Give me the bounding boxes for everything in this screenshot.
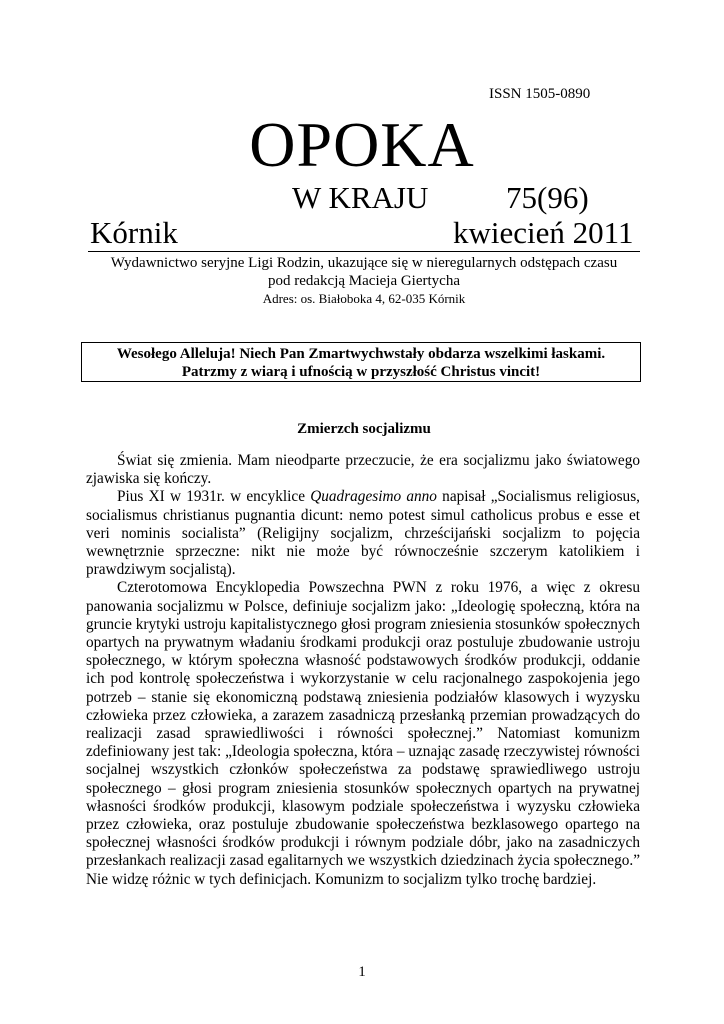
paragraph-2: [86, 488, 640, 579]
editor-line: pod redakcją Macieja Giertycha: [268, 273, 460, 289]
publisher-description: Wydawnictwo seryjne Ligi Rodzin, ukazujące się w nieregularnych odstępach czasu: [110, 255, 618, 271]
address-line: Adres: os. Białoboka 4, 62-035 Kórnik: [262, 291, 466, 306]
article-body: [86, 452, 640, 889]
easter-greeting-box: [81, 342, 641, 382]
publication-subtitle: W KRAJU: [292, 180, 429, 215]
greeting-line-1: Wesołego Alleluja! Niech Pan Zmartwychwstały obdarza wszelkimi łaskami.: [116, 346, 606, 362]
paragraph-1: Świat się zmienia. Mam nieodparte przeczucie, że era socjalizmu jako światowego zjawiska się kończy.: [86, 452, 640, 488]
issue-number: 75(96): [506, 180, 589, 215]
paragraph-2-end: napisał „Socialismus religiosus, socialismus christianus pugnantia dicunt: nemo potest simul catholicus probus e esse et veri nominis socialista” (Religijny socjalizm, chrześcijański socjalizm to pojęcia wewnętrznie sprzeczne: nikt nie może być równocześnie szczerym katolikiem i prawdziwym socjalistą).: [86, 488, 640, 579]
paragraph-3: Czterotomowa Encyklopedia Powszechna PWN z roku 1976, a więc z okresu panowania socjalizmu w Polsce, definiuje socjalizm jako: „Ideologię społeczną, która na gruncie krytyki ustroju kapitalistycznego głosi program zniesienia stosunków społecznych opartych na prywatnym władaniu środkami produkcji oraz postuluje zbudowanie ustroju społecznego, w którym społeczna własność podstawowych środków produkcji, oddanie ich pod kontrolę społeczeństwa i wykorzystanie w celu racjonalnego zaspokojenia jego potrzeb – stanie się ekonomiczną podstawą zniesienia podziałów klasowych i wyzysku człowieka przez człowieka, a zarazem zasadniczą przesłanką przemian prowadzących do realizacji zasad sprawiedliwości i równości społecznej.” Natomiast komunizm zdefiniowany jest tak: „Ideologia społeczna, która – uznając zasadę rzeczywistej równości socjalnej wszystkich członków społeczeństwa za podstawę sprawiedliwego ustroju społecznego – głosi program zniesienia stosunków społecznych opartych na prywatnej własności środków produkcji, klasowym podziale społeczeństwa i wyzysku człowieka przez człowieka, oraz postuluje zbudowanie społeczeństwa bezklasowego opartego na społecznej własności środków produkcji i równym podziale dóbr, jako na zasadniczych przesłankach realizacji zasad egalitarnych we wszystkich dziedzinach życia społecznego.” Nie widzę różnic w tych definicjach. Komunizm to socjalizm tylko trochę bardziej.: [86, 579, 640, 888]
encyclical-title: Quadragesimo anno: [310, 488, 437, 506]
publication-title: OPOKA: [249, 109, 475, 180]
issn-number: ISSN 1505-0890: [489, 86, 591, 102]
greeting-line-2: Patrzmy z wiarą i ufnością w przyszłość Christus vincit!: [181, 364, 541, 380]
header-divider: [88, 251, 640, 252]
page-number: 1: [358, 964, 366, 980]
city-name: Kórnik: [90, 215, 178, 250]
article-title: Zmierzch socjalizmu: [297, 421, 431, 437]
issue-date: kwiecień 2011: [453, 215, 634, 250]
paragraph-2-start: Pius XI w 1931r. w encyklice: [117, 488, 311, 506]
